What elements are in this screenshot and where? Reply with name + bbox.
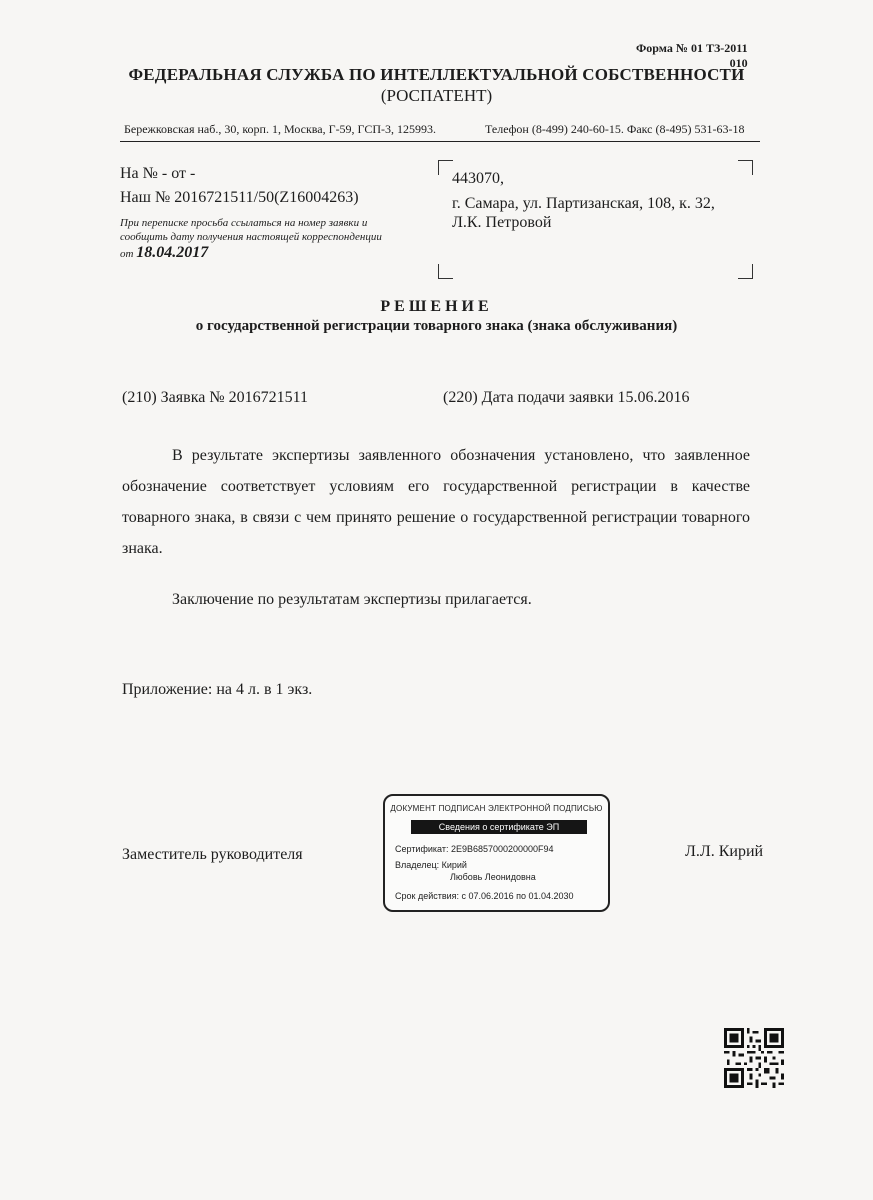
decision-body: В результате экспертизы заявленного обозначения установлено, что заявленное обозначение соответствует условиям его государственной регистрации в качестве товарного знака, в связи с чем принято решение о государственной регистрации товарного знака. — [122, 447, 750, 557]
date-prefix: от — [120, 248, 134, 260]
letter-date — [120, 244, 208, 262]
organization-short-name: (РОСПАТЕНТ) — [380, 86, 493, 105]
attachment-note: Приложение: на 4 л. в 1 экз. — [122, 681, 313, 698]
address-frame-corner — [438, 264, 453, 279]
decision-subtitle: о государственной регистрации товарного знака (знака обслуживания) — [195, 318, 678, 334]
recipient-postcode: 443070, — [452, 170, 504, 187]
signer-name: Л.Л. Кирий — [685, 843, 764, 860]
header-divider — [120, 141, 760, 142]
our-reference: Наш № 2016721511/50(Z16004263) — [120, 189, 359, 206]
stamp-certificate-bar: Сведения о сертификате ЭП — [411, 820, 587, 834]
stamp-owner-name: Любовь Леонидовна — [450, 872, 536, 882]
note-line: При переписке просьба ссылаться на номер заявки и — [120, 217, 368, 229]
stamp-certificate: Сертификат: 2E9B6857000200000F94 — [395, 844, 554, 854]
stamp-header: ДОКУМЕНТ ПОДПИСАН ЭЛЕКТРОННОЙ ПОДПИСЬЮ — [390, 804, 603, 813]
qr-code-icon — [724, 1028, 784, 1088]
signer-title: Заместитель руководителя — [122, 846, 303, 863]
date-value: 18.04.2017 — [136, 244, 209, 261]
filing-date: (220) Дата подачи заявки 15.06.2016 — [443, 389, 690, 406]
recipient-name: Л.К. Петровой — [452, 214, 552, 231]
address-frame-corner — [738, 264, 753, 279]
electronic-signature-stamp — [383, 794, 610, 912]
address-frame-corner — [738, 160, 753, 175]
organization-contacts: Телефон (8-499) 240-60-15. Факс (8-495) 531-63-18 — [485, 122, 745, 136]
your-reference: На № - от - — [120, 165, 196, 182]
decision-title: РЕШЕНИЕ — [380, 298, 493, 315]
stamp-owner: Владелец: Кирий — [395, 860, 467, 870]
recipient-address: г. Самара, ул. Партизанская, 108, к. 32, — [452, 195, 715, 212]
address-frame-corner — [438, 160, 453, 175]
organization-address: Бережковская наб., 30, корп. 1, Москва, Г-59, ГСП-3, 125993. — [124, 122, 437, 136]
note-line: сообщить дату получения настоящей корреспонденции — [120, 231, 382, 243]
conclusion-note: Заключение по результатам экспертизы прилагается. — [172, 591, 532, 608]
form-number: Форма № 01 ТЗ-2011 — [636, 41, 748, 55]
application-number: (210) Заявка № 2016721511 — [122, 389, 308, 406]
organization-name: ФЕДЕРАЛЬНАЯ СЛУЖБА ПО ИНТЕЛЛЕКТУАЛЬНОЙ СОБСТВЕННОСТИ — [128, 65, 745, 84]
stamp-validity: Срок действия: с 07.06.2016 по 01.04.2030 — [395, 891, 574, 901]
correspondence-note — [120, 216, 382, 244]
form-code: 010 — [729, 56, 748, 70]
